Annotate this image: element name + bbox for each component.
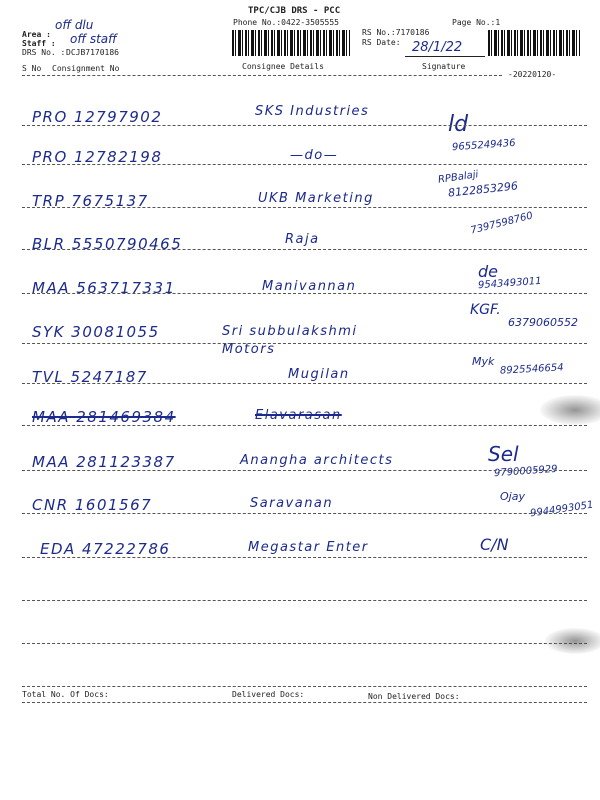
signature-phone: 9944993051 [529, 499, 595, 520]
staff-value: off staff [70, 32, 117, 46]
footer-delivered-docs: Delivered Docs: [232, 690, 305, 699]
consignment-number: BLR 5550790465 [32, 235, 183, 253]
page-number: Page No.:1 [452, 18, 501, 27]
consignment-number: MAA 281469384 [32, 408, 176, 426]
signature-phone: 9790005929 [493, 463, 558, 480]
ink-smudge [540, 395, 600, 425]
consignee-name: Manivannan [262, 279, 357, 294]
consignee-name: Mugilan [288, 367, 350, 382]
area-value: off dlu [55, 18, 94, 32]
document-title: TPC/CJB DRS - PCC [248, 6, 341, 16]
row-divider [22, 557, 587, 558]
consignment-number: PRO 12797902 [32, 108, 163, 126]
batch-number: -20220120- [508, 70, 557, 79]
row-divider [22, 249, 587, 250]
signature-phone: 9655249436 [451, 137, 516, 154]
consignee-name: —do— [290, 148, 339, 163]
row-divider [22, 125, 587, 126]
signature-mark: KGF. [470, 302, 501, 318]
row-divider [22, 470, 587, 471]
signature-mark: RPBalaji [437, 169, 480, 186]
signature-phone: 8925546654 [499, 362, 564, 377]
rs-date-label: RS Date: [362, 38, 401, 47]
consignment-number: PRO 12782198 [32, 148, 163, 166]
consignment-number: SYK 30081055 [32, 323, 160, 341]
barcode-left [232, 30, 350, 56]
column-consignment: Consignment No [52, 64, 120, 73]
consignment-number: TVL 5247187 [32, 368, 148, 386]
rs-date-value: 28/1/22 [412, 40, 463, 55]
area-label: Area : [22, 30, 51, 39]
staff-label: Staff : [22, 39, 56, 48]
column-sno: S No [22, 64, 42, 73]
consignee-name: Elavarasan [255, 408, 342, 423]
signature-mark: Sel [488, 442, 519, 466]
consignee-name: Sri subbulakshmi Motors [222, 324, 358, 357]
drs-label: DRS No. : [22, 48, 66, 57]
signature-phone: 9543493011 [477, 275, 542, 292]
barcode-right [488, 30, 580, 56]
consignee-name: Saravanan [250, 496, 334, 511]
row-divider [22, 686, 587, 687]
consignee-name: Megastar Enter [248, 540, 369, 555]
signature-mark: C/N [480, 535, 509, 554]
signature-phone: 7397598760 [469, 210, 535, 237]
consignee-name: SKS Industries [255, 104, 370, 119]
consignment-number: MAA 563717331 [32, 279, 176, 297]
signature-mark: ld [448, 112, 469, 137]
header-divider [22, 75, 502, 76]
phone-number: Phone No.:0422-3505555 [233, 18, 339, 27]
row-divider [22, 425, 587, 426]
row-divider [22, 600, 587, 601]
signature-mark: Ojay [500, 490, 525, 503]
drs-number: DCJB7170186 [66, 48, 119, 57]
signature-mark: de [478, 262, 498, 281]
consignee-name: UKB Marketing [258, 191, 374, 206]
signature-mark: Myk [472, 355, 495, 368]
row-divider [22, 383, 587, 384]
date-underline [405, 56, 485, 57]
footer-non-delivered-docs: Non Delivered Docs: [368, 692, 460, 701]
consignee-name: Anangha architects [240, 453, 394, 468]
footer-divider [22, 702, 587, 703]
row-divider [22, 343, 587, 344]
consignment-number: CNR 1601567 [32, 496, 153, 514]
row-divider [22, 164, 587, 165]
consignee-name: Raja [285, 232, 320, 247]
consignment-number: MAA 281123387 [32, 453, 176, 471]
footer-total-docs: Total No. Of Docs: [22, 690, 109, 699]
rs-number: RS No.:7170186 [362, 28, 430, 37]
row-divider [22, 293, 587, 294]
consignment-number: TRP 7675137 [32, 192, 149, 210]
ink-smudge [545, 628, 600, 654]
row-divider [22, 207, 587, 208]
column-consignee: Consignee Details [242, 62, 324, 71]
row-divider [22, 643, 587, 644]
row-divider [22, 513, 587, 514]
signature-phone: 8122853296 [447, 179, 519, 200]
consignment-number: EDA 47222786 [40, 540, 171, 558]
column-signature: Signature [422, 62, 466, 71]
signature-phone: 6379060552 [508, 316, 578, 329]
